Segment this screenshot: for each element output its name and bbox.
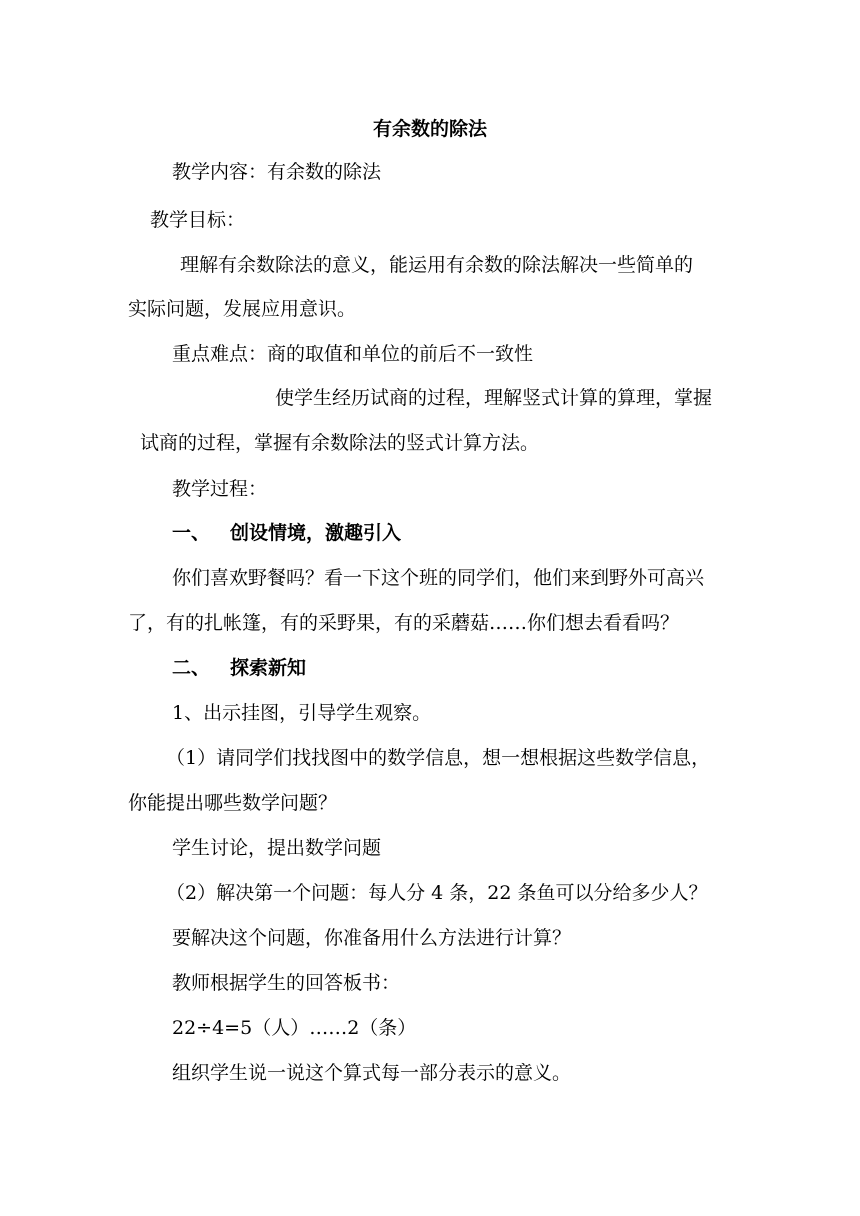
goal-text-line-1: 理解有余数除法的意义，能运用有余数的除法解决一些简单的 [180, 254, 694, 276]
document-title: 有余数的除法 [372, 118, 487, 140]
process-label: 教学过程： [172, 478, 268, 500]
item-2: （2）解决第一个问题：每人分 4 条，22 条鱼可以分给多少人？ [166, 882, 708, 904]
section-1-heading [172, 520, 401, 546]
goal-text-line-2: 实际问题，发展应用意识。 [128, 298, 357, 320]
paragraph-1-line-1: 你们喜欢野餐吗？看一下这个班的同学们，他们来到野外可高兴 [172, 567, 705, 589]
section-2-number: 二、 [172, 657, 211, 679]
goal-label: 教学目标： [150, 209, 246, 231]
explain-line: 组织学生说一说这个算式每一部分表示的意义。 [172, 1062, 572, 1084]
key-text-line-2: 试商的过程，掌握有余数除法的竖式计算方法。 [140, 432, 540, 454]
key-points-line: 重点难点：商的取值和单位的前后不一致性 [172, 343, 534, 365]
discuss-line: 学生讨论，提出数学问题 [172, 837, 382, 859]
section-2-title: 探索新知 [230, 657, 307, 679]
method-question: 要解决这个问题，你准备用什么方法进行计算？ [172, 927, 572, 949]
item-1: 1、出示挂图，引导学生观察。 [172, 702, 432, 724]
section-1-number: 一、 [172, 522, 211, 544]
section-2-heading [172, 655, 306, 681]
paragraph-1-line-2: 了，有的扎帐篷，有的采野果，有的采蘑菇……你们想去看看吗？ [128, 612, 680, 634]
section-1-title: 创设情境，激趣引入 [230, 522, 402, 544]
equation: 22÷4=5（人）……2（条） [172, 1017, 417, 1039]
item-1a-line-2: 你能提出哪些数学问题？ [128, 792, 338, 814]
board-line: 教师根据学生的回答板书： [172, 972, 401, 994]
content-line: 教学内容：有余数的除法 [172, 161, 382, 183]
key-text-line-1: 使学生经历试商的过程，理解竖式计算的算理，掌握 [275, 387, 713, 409]
item-1a-line-1: （1）请同学们找找图中的数学信息，想一想根据这些数学信息， [166, 747, 711, 769]
